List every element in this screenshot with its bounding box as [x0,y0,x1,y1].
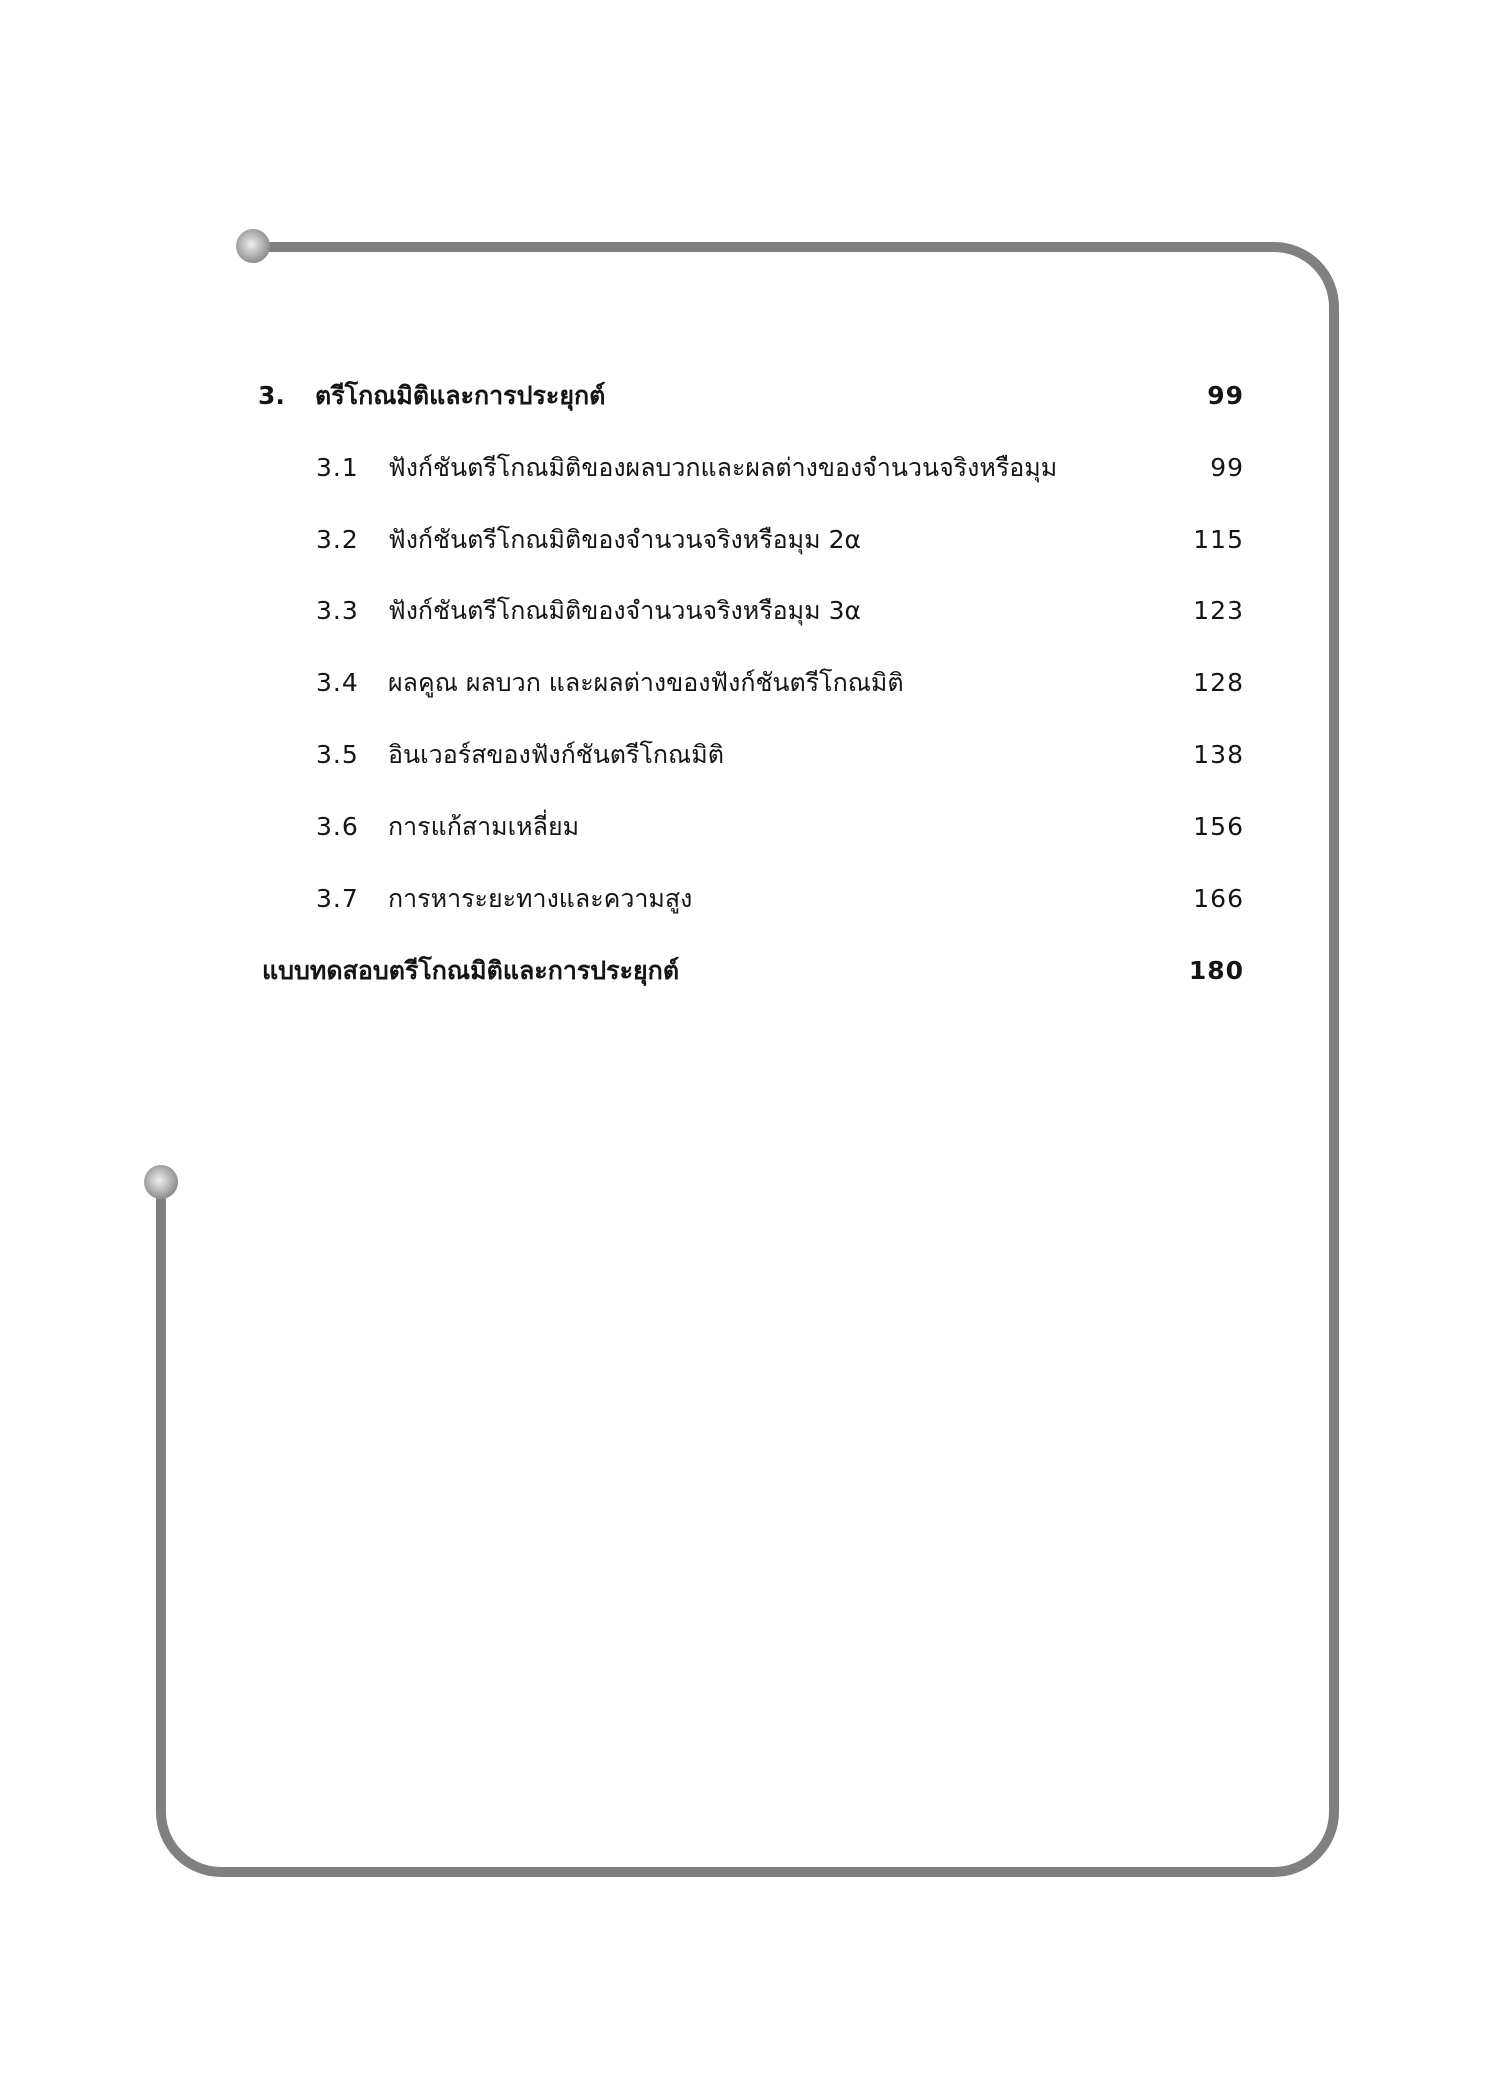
section-title: ฟังก์ชันตรีโกณมิติของจำนวนจริงหรือมุม 3α [388,596,861,625]
section-number: 3.2 [316,525,359,554]
toc-section-row[interactable] [0,448,1503,488]
left-ball-ornament [144,1165,178,1199]
toc-exam-row[interactable] [0,951,1503,991]
section-number: 3.1 [316,453,359,482]
section-number: 3.6 [316,812,359,841]
section-title: การแก้สามเหลี่ยม [388,812,580,841]
toc-section-row[interactable] [0,663,1503,703]
section-page-number: 138 [1193,740,1244,769]
section-number: 3.5 [316,740,359,769]
section-page-number: 128 [1193,668,1244,697]
toc-section-row[interactable] [0,520,1503,560]
section-page-number: 123 [1193,596,1244,625]
section-page-number: 99 [1210,453,1244,482]
toc-section-row[interactable] [0,879,1503,919]
section-page-number: 156 [1193,812,1244,841]
toc-chapter-row[interactable] [0,376,1503,416]
chapter-page-number: 99 [1207,381,1244,410]
exam-page-number: 180 [1188,956,1244,985]
section-number: 3.7 [316,884,359,913]
chapter-title: ตรีโกณมิติและการประยุกต์ [315,381,606,410]
toc-section-row[interactable] [0,735,1503,775]
section-title: อินเวอร์สของฟังก์ชันตรีโกณมิติ [388,740,724,769]
section-title: ฟังก์ชันตรีโกณมิติของจำนวนจริงหรือมุม 2α [388,525,861,554]
toc-section-row[interactable] [0,807,1503,847]
section-title: การหาระยะทางและความสูง [388,884,693,913]
section-number: 3.3 [316,596,359,625]
section-page-number: 166 [1193,884,1244,913]
section-number: 3.4 [316,668,359,697]
section-page-number: 115 [1193,525,1244,554]
exam-title: แบบทดสอบตรีโกณมิติและการประยุกต์ [262,956,680,985]
top-ball-ornament [236,229,270,263]
chapter-number: 3. [258,381,285,410]
toc-section-row[interactable] [0,591,1503,631]
frame-line [161,247,1334,1872]
section-title: ฟังก์ชันตรีโกณมิติของผลบวกและผลต่างของจำนวนจริงหรือมุม [388,453,1058,482]
section-title: ผลคูณ ผลบวก และผลต่างของฟังก์ชันตรีโกณมิติ [388,668,904,697]
